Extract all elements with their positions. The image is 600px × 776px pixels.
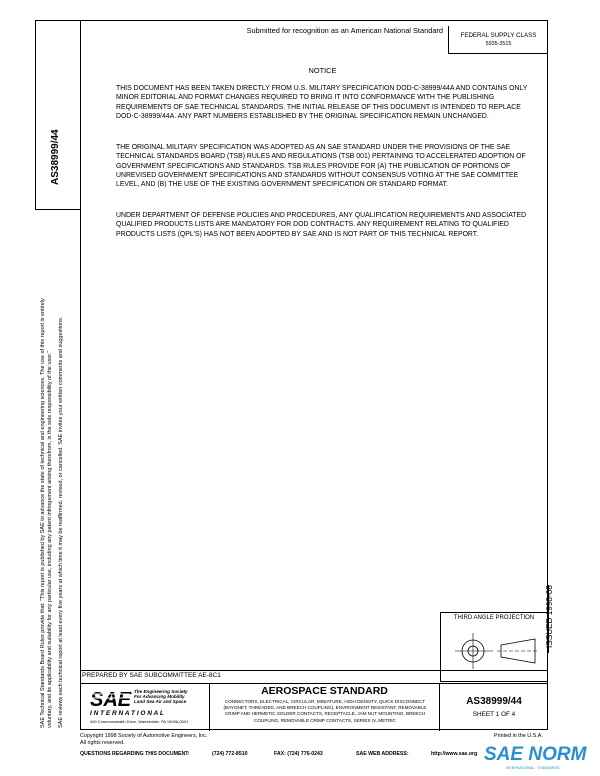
title-block: [80, 683, 548, 731]
sae-logo-international: I N T E R N A T I O N A L: [90, 710, 164, 717]
sidebar-doc-number: AS38999/44: [50, 129, 61, 185]
fax-number: FAX: (724) 776-0243: [274, 751, 323, 757]
copyright: Copyright 1998 Society of Automotive Engineers, Inc.: [80, 733, 208, 739]
phone-number: (724) 772-8510: [212, 751, 248, 757]
sae-logo-line3: Land Sea Air and Space: [134, 699, 187, 704]
rights-reserved: All rights reserved.: [80, 740, 125, 746]
prepared-by: PREPARED BY SAE SUBCOMMITTEE AE-8C1: [82, 672, 221, 679]
sae-logo-icon: [90, 686, 200, 718]
sae-logo-letters: SAE: [90, 689, 132, 711]
watermark-letters: SAE NORM: [484, 744, 587, 765]
web-label: SAE WEB ADDRESS:: [356, 751, 409, 757]
title-cell: [210, 684, 440, 731]
docnum-cell: [440, 684, 548, 731]
fsc-value: 5935-3515: [485, 41, 512, 47]
third-angle-label: THIRD ANGLE PROJECTION: [453, 615, 535, 621]
sheet-number: SHEET 1 OF 4: [472, 711, 516, 718]
sae-logo-cell: [80, 684, 210, 731]
prepared-rule: [80, 670, 548, 671]
sidebar-disclaimer-line1: SAE Technical Standards Board Rules provide that: "This report is published by SAE to advance the state of technical and engineering sciences. The use of this report is entirely: [40, 298, 46, 728]
printed-in: Printed in the U.S.A.: [494, 733, 543, 739]
sidebar-disclaimer-line3: SAE reviews each technical report at least every five years at which time it may be reaffirmed, revised, or cancelled. SAE invites your written comments and suggestions.: [58, 316, 64, 728]
sidebar-disclaimer-line2: voluntary, and its applicability and suitability for any particular use, including any patent infringement arising therefrom, is the sole responsibility of the user.": [47, 350, 53, 728]
issued-date: ISSUED 1998-08: [545, 585, 554, 648]
document-category: AEROSPACE STANDARD: [261, 685, 388, 697]
federal-supply-class-box: [448, 26, 548, 54]
questions-label: QUESTIONS REGARDING THIS DOCUMENT:: [80, 751, 190, 757]
watermark-sub: INTERNATIONAL · STANDARDS: [506, 766, 560, 770]
sae-logo-line2: For Advancing Mobility: [134, 694, 185, 699]
notice-paragraph-1: THIS DOCUMENT HAS BEEN TAKEN DIRECTLY FROM U.S. MILITARY SPECIFICATION DOD-C-38999/44A AND CONTAINS ONLY MINOR EDITORIAL AND FORMAT CHANGES REQUIRED TO BRING IT INTO CONFORMANCE WITH THE PUBLISHING REQUIREMENTS OF SAE TECHNICAL STANDARDS. THE INITIAL RELEASE OF THIS DOCUMENT IS INTENDED TO REPLACE DOD-C-38999/44A. ANY PART NUMBERS ESTABLISHED BY THE ORIGINAL SPECIFICATION REMAIN UNCHANGED.: [116, 85, 528, 120]
notice-heading: NOTICE: [308, 66, 337, 75]
sae-logo-line1: The Engineering Society: [134, 689, 188, 694]
notice-paragraph-2: THE ORIGINAL MILITARY SPECIFICATION WAS ADOPTED AS AN SAE STANDARD UNDER THE PROVISIONS OF THE SAE TECHNICAL STANDARDS BOARD (TSB) RULES AND REGULATIONS (TSB 001) PERTAINING TO ACCELERATED ADOPTION OF GOVERNMENT SPECIFICATIONS AND STANDARDS. TSB RULES PROVIDE FOR (A) THE PUBLICATION OF PORTIONS OF UNREVISED GOVERNMENT SPECIFICATIONS AND STANDARDS WITHOUT CONSENSUS VOTING AT THE SAE COMMITTEE LEVEL, AND (B) THE USE OF THE EXISTING GOVERNMENT SPECIFICATION OR STANDARD FORMAT.: [116, 144, 526, 189]
sae-address: 400 Commonwealth Drive, Warrendale, PA 15096-0001: [90, 719, 189, 724]
web-address[interactable]: http://www.sae.org: [431, 751, 478, 757]
sae-norm-watermark-icon: [482, 738, 597, 772]
document-title: CONNECTORS, ELECTRICAL, CIRCULAR, MINIATURE, HIGH DENSITY, QUICK DISCONNECT (BAYONET, THREADED, AND BREECH COUPLING), ENVIRONMENT RESISTANT, REMOVABLE CRIMP AND HERMETIC SOLDER CONTACTS, RECEPTACLE, JAM NUT MOUNTING, BREECH COUPLING, REMOVABLE CRIMP CONTACTS, SERIES IV, METRIC: [223, 699, 427, 723]
document-number: AS38999/44: [466, 696, 522, 707]
notice-paragraph-3: UNDER DEPARTMENT OF DEFENSE POLICIES AND PROCEDURES, ANY QUALIFICATION REQUIREMENTS AND ASSOCIATED QUALIFIED PRODUCTS LISTS ARE MANDATORY FOR DOD CONTRACTS. ANY REQUIREMENT RELATING TO QUALIFIED PRODUCTS LISTS (QPL'S) HAS NOT BEEN ADOPTED BY SAE AND IS NOT PART OF THIS TECHNICAL REPORT.: [116, 212, 527, 238]
third-angle-projection-box: [440, 612, 548, 682]
submitted-note: Submitted for recognition as an American National Standard: [246, 26, 443, 35]
fsc-label: FEDERAL SUPPLY CLASS: [460, 32, 537, 39]
